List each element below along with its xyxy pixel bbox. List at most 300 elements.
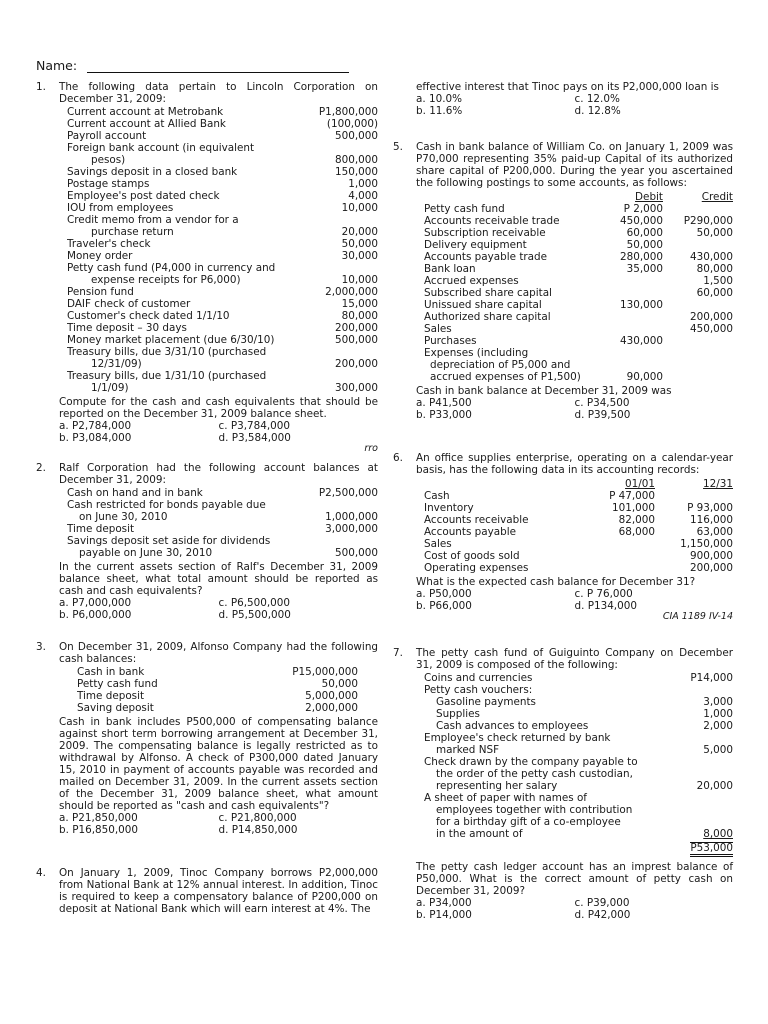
item-amount: 1,000,000 — [325, 511, 378, 523]
item-amount: 20,000 — [341, 226, 378, 238]
total-amount: P53,000 — [690, 842, 733, 857]
answer-choices — [59, 812, 378, 836]
item-amount: 50,000 — [321, 678, 358, 690]
answer-choice[interactable]: b. P14,000 — [416, 909, 472, 921]
answer-choice[interactable]: c. P39,000 — [574, 897, 630, 909]
item-label: pesos) — [91, 154, 126, 166]
item-amount: 80,000 — [341, 310, 378, 322]
item-label: Customer's check dated 1/1/10 — [67, 310, 230, 322]
item-label: Savings deposit in a closed bank — [67, 166, 238, 178]
row-label: accrued expenses of P1,500) — [430, 371, 581, 383]
answer-choice[interactable]: a. P7,000,000 — [59, 597, 132, 609]
item-row — [67, 214, 378, 226]
answer-choices — [59, 597, 378, 621]
item-row — [67, 118, 378, 130]
row-value — [577, 562, 655, 574]
column-header: Debit — [635, 191, 663, 203]
item-row — [67, 250, 378, 262]
item-row — [67, 166, 378, 178]
item-row — [67, 511, 378, 523]
answer-choice[interactable]: d. P3,584,000 — [218, 432, 291, 444]
question-prompt: The petty cash ledger account has an imprest balance of P50,000. What is the correct amount of petty cash on December 31, 2009? — [416, 861, 733, 897]
item-label: Gasoline payments — [436, 696, 536, 708]
item-row — [77, 666, 358, 678]
row-label: Expenses (including — [424, 347, 529, 359]
table-row — [424, 335, 733, 347]
question-number: 7. — [393, 647, 403, 659]
row-value: 50,000 — [626, 239, 663, 251]
column-header: 12/31 — [703, 478, 733, 490]
item-row — [424, 744, 733, 756]
answer-choice[interactable]: d. P5,500,000 — [218, 609, 291, 621]
item-amount: 8,000 — [703, 828, 733, 840]
item-label: on June 30, 2010 — [79, 511, 168, 523]
item-amount: 200,000 — [335, 322, 378, 334]
item-label: Treasury bills, due 1/31/10 (purchased — [67, 370, 267, 382]
item-label: Money order — [67, 250, 133, 262]
row-label: Cost of goods sold — [424, 550, 520, 562]
item-amount: 50,000 — [341, 238, 378, 250]
table-header — [424, 191, 733, 203]
item-amount: 15,000 — [341, 298, 378, 310]
answer-choice[interactable]: d. P134,000 — [574, 600, 637, 612]
item-label: Cash on hand and in bank — [67, 487, 203, 499]
question-text-continued: effective interest that Tinoc pays on its P2,000,000 loan is — [416, 81, 719, 93]
row-value: 63,000 — [696, 526, 733, 538]
question-prompt: Cash in bank balance at December 31, 2009 was — [416, 385, 672, 397]
item-label: the order of the petty cash custodian, — [436, 768, 633, 780]
row-value: 50,000 — [696, 227, 733, 239]
row-label: Cash — [424, 490, 450, 502]
item-row — [67, 310, 378, 322]
row-label: Unissued share capital — [424, 299, 542, 311]
item-label: Money market placement (due 6/30/10) — [67, 334, 275, 346]
item-label: in the amount of — [436, 828, 523, 840]
item-label: Treasury bills, due 3/31/10 (purchased — [67, 346, 267, 358]
answer-choice[interactable]: d. 12.8% — [574, 105, 621, 117]
question-intro: The following data pertain to Lincoln Corporation on December 31, 2009: — [59, 81, 378, 105]
row-label: Accounts payable trade — [424, 251, 548, 263]
item-label: Coins and currencies — [424, 672, 533, 684]
table-row — [424, 215, 733, 227]
table-row — [424, 287, 733, 299]
item-row — [67, 382, 378, 394]
item-amount: P15,000,000 — [292, 666, 358, 678]
item-row — [77, 690, 358, 702]
source-tag: rro — [364, 443, 378, 454]
row-value: 1,500 — [703, 275, 733, 287]
item-label: Time deposit — [67, 523, 135, 535]
answer-choice[interactable]: b. P6,000,000 — [59, 609, 132, 621]
row-value — [587, 275, 663, 287]
answer-choice[interactable]: b. 11.6% — [416, 105, 463, 117]
table-row — [424, 526, 733, 538]
question-prompt: What is the expected cash balance for December 31? — [416, 576, 696, 588]
item-amount: 2,000,000 — [325, 286, 378, 298]
item-row — [67, 322, 378, 334]
answer-choice[interactable]: c. P6,500,000 — [218, 597, 290, 609]
item-amount: P2,500,000 — [318, 487, 378, 499]
item-label: Payroll account — [67, 130, 147, 142]
item-row — [67, 106, 378, 118]
item-row — [67, 226, 378, 238]
row-value: 900,000 — [690, 550, 733, 562]
table-row — [424, 251, 733, 263]
item-label: Cash in bank — [77, 666, 145, 678]
item-label: IOU from employees — [67, 202, 174, 214]
table-row — [424, 371, 733, 383]
name-field[interactable] — [36, 58, 349, 73]
item-row — [67, 298, 378, 310]
item-row — [67, 154, 378, 166]
item-row — [67, 358, 378, 370]
row-value: 101,000 — [612, 502, 655, 514]
question-7 — [393, 647, 733, 921]
row-value: P 47,000 — [609, 490, 655, 502]
answer-choice[interactable]: a. P41,500 — [416, 397, 472, 409]
answer-choice[interactable]: c. 12.0% — [574, 93, 620, 105]
item-amount: 200,000 — [335, 358, 378, 370]
row-label: Subscribed share capital — [424, 287, 552, 299]
row-label: Authorized share capital — [424, 311, 551, 323]
question-intro: Cash in bank balance of William Co. on January 1, 2009 was P70,000 representing 35% paid-up Capital of its authorized share capital of P200,000. During the year you ascertained the following postings to some accounts, as follows: — [416, 141, 733, 189]
item-row — [424, 732, 733, 744]
row-value — [587, 347, 663, 359]
item-label: Cash advances to employees — [436, 720, 589, 732]
row-label: Operating expenses — [424, 562, 529, 574]
answer-choice[interactable]: a. P2,784,000 — [59, 420, 132, 432]
row-value — [663, 371, 733, 383]
item-row — [424, 672, 733, 684]
answer-choice[interactable]: c. P21,800,000 — [218, 812, 297, 824]
row-value — [663, 203, 733, 215]
row-value: 116,000 — [690, 514, 733, 526]
row-value — [587, 323, 663, 335]
question-4 — [36, 867, 378, 915]
table-row — [424, 311, 733, 323]
item-amount: (100,000) — [326, 118, 378, 130]
answer-choices — [59, 420, 378, 444]
item-amount: 5,000 — [703, 744, 733, 756]
item-row — [67, 334, 378, 346]
name-blank[interactable] — [87, 60, 349, 73]
item-amount: 500,000 — [335, 547, 378, 559]
question-text: On January 1, 2009, Tinoc Company borrows P2,000,000 from National Bank at 12% annual interest. In addition, Tinoc is required to keep a compensatory balance of P200,000 on deposit at National Bank which will earn interest at 4%. The — [59, 867, 378, 915]
row-value — [663, 347, 733, 359]
item-label: Saving deposit — [77, 702, 154, 714]
question-number: 2. — [36, 462, 46, 474]
item-row — [424, 804, 733, 816]
item-label: Traveler's check — [67, 238, 151, 250]
item-amount: 500,000 — [335, 334, 378, 346]
item-row — [424, 756, 733, 768]
item-row — [67, 487, 378, 499]
item-row — [77, 702, 358, 714]
item-amount: 800,000 — [335, 154, 378, 166]
row-value: 450,000 — [690, 323, 733, 335]
item-label: for a birthday gift of a co-employee — [436, 816, 621, 828]
item-amount: 1,000 — [348, 178, 378, 190]
question-number: 4. — [36, 867, 46, 879]
question-number: 5. — [393, 141, 403, 153]
item-amount: P14,000 — [690, 672, 733, 684]
item-label: purchase return — [91, 226, 174, 238]
row-label: Sales — [424, 323, 452, 335]
question-intro: Ralf Corporation had the following account balances at December 31, 2009: — [59, 462, 378, 486]
records-table — [424, 478, 733, 574]
item-label: expense receipts for P6,000) — [91, 274, 241, 286]
item-label: Petty cash vouchers: — [424, 684, 533, 696]
answer-choices — [416, 897, 733, 921]
table-row — [424, 299, 733, 311]
item-label: payable on June 30, 2010 — [79, 547, 213, 559]
item-label: Time deposit — [77, 690, 145, 702]
row-value: 1,150,000 — [680, 538, 733, 550]
item-amount: 2,000 — [703, 720, 733, 732]
item-label: Cash restricted for bonds payable due — [67, 499, 266, 511]
question-intro: The petty cash fund of Guiguinto Company on December 31, 2009 is composed of the following: — [416, 647, 733, 671]
item-amount: 150,000 — [335, 166, 378, 178]
item-label: marked NSF — [436, 744, 500, 756]
item-row — [67, 286, 378, 298]
answer-choices — [416, 93, 733, 117]
item-row — [67, 499, 378, 511]
item-label: Petty cash fund — [77, 678, 158, 690]
answer-choice[interactable]: a. P34,000 — [416, 897, 472, 909]
item-row — [67, 547, 378, 559]
row-label: Sales — [424, 538, 452, 550]
row-value: 200,000 — [690, 562, 733, 574]
row-label: Delivery equipment — [424, 239, 527, 251]
answer-choices — [416, 397, 733, 421]
name-label: Name: — [36, 58, 78, 73]
item-label: Employee's check returned by bank — [424, 732, 611, 744]
item-label: Supplies — [436, 708, 480, 720]
row-value: 35,000 — [626, 263, 663, 275]
row-value: P290,000 — [683, 215, 733, 227]
question-5 — [393, 141, 733, 421]
item-label: Foreign bank account (in equivalent — [67, 142, 255, 154]
item-amount: 4,000 — [348, 190, 378, 202]
row-label: Purchases — [424, 335, 477, 347]
row-label: Accounts receivable trade — [424, 215, 560, 227]
item-row — [67, 130, 378, 142]
answer-choice[interactable]: b. P16,850,000 — [59, 824, 138, 836]
item-label: representing her salary — [436, 780, 558, 792]
row-value — [577, 550, 655, 562]
item-row — [77, 678, 358, 690]
row-label: Inventory — [424, 502, 474, 514]
item-label: employees together with contribution — [436, 804, 633, 816]
item-label: Credit memo from a vendor for a — [67, 214, 239, 226]
row-value: 60,000 — [696, 287, 733, 299]
item-amount: 30,000 — [341, 250, 378, 262]
item-row — [67, 190, 378, 202]
table-row — [424, 323, 733, 335]
row-value — [663, 299, 733, 311]
item-row — [67, 274, 378, 286]
item-amount: P1,800,000 — [318, 106, 378, 118]
row-label: Subscription receivable — [424, 227, 546, 239]
row-value — [587, 311, 663, 323]
item-row — [424, 708, 733, 720]
item-row — [424, 684, 733, 696]
item-amount: 3,000,000 — [325, 523, 378, 535]
row-value — [655, 490, 733, 502]
answer-choices — [416, 588, 733, 612]
column-header — [424, 191, 587, 203]
answer-choice[interactable]: a. P21,850,000 — [59, 812, 138, 824]
item-row — [424, 780, 733, 792]
row-value — [587, 287, 663, 299]
item-amount: 300,000 — [335, 382, 378, 394]
question-number: 1. — [36, 81, 46, 93]
table-row — [424, 263, 733, 275]
item-row — [67, 262, 378, 274]
row-value: 90,000 — [626, 371, 663, 383]
item-row — [424, 768, 733, 780]
row-value — [663, 239, 733, 251]
table-row — [424, 490, 733, 502]
item-label: 1/1/09) — [91, 382, 129, 394]
row-value: 430,000 — [620, 335, 663, 347]
row-value — [577, 538, 655, 550]
table-row — [424, 562, 733, 574]
table-row — [424, 514, 733, 526]
answer-choice[interactable]: a. P50,000 — [416, 588, 472, 600]
item-row — [67, 202, 378, 214]
row-label: Petty cash fund — [424, 203, 505, 215]
table-header — [424, 478, 733, 490]
table-row — [424, 550, 733, 562]
row-label: Accounts receivable — [424, 514, 529, 526]
table-row — [424, 538, 733, 550]
question-6 — [393, 452, 733, 622]
item-amount: 1,000 — [703, 708, 733, 720]
question-intro: On December 31, 2009, Alfonso Company had the following cash balances: — [59, 641, 378, 665]
ledger-table — [424, 191, 733, 383]
row-value: 200,000 — [690, 311, 733, 323]
table-row — [424, 359, 733, 371]
item-label: A sheet of paper with names of — [424, 792, 587, 804]
item-row — [424, 828, 733, 840]
question-1 — [36, 81, 378, 454]
row-value: 130,000 — [620, 299, 663, 311]
item-list — [424, 672, 733, 840]
column-header: 01/01 — [625, 478, 655, 490]
answer-choice[interactable]: b. P66,000 — [416, 600, 472, 612]
row-value: 68,000 — [618, 526, 655, 538]
item-row — [67, 535, 378, 547]
row-value: 450,000 — [620, 215, 663, 227]
item-label: Check drawn by the company payable to — [424, 756, 638, 768]
question-prompt: In the current assets section of Ralf's December 31, 2009 balance sheet, what total amount should be reported as cash and cash equivalents? — [59, 561, 378, 597]
item-label: Employee's post dated check — [67, 190, 220, 202]
answer-choice[interactable]: d. P39,500 — [574, 409, 631, 421]
row-value — [587, 359, 663, 371]
item-row — [67, 346, 378, 358]
table-row — [424, 275, 733, 287]
item-row — [424, 816, 733, 828]
column-header — [424, 478, 577, 490]
answer-choice[interactable]: a. 10.0% — [416, 93, 462, 105]
item-amount: 500,000 — [335, 130, 378, 142]
question-number: 6. — [393, 452, 403, 464]
answer-choice[interactable]: c. P34,500 — [574, 397, 630, 409]
row-label: Bank loan — [424, 263, 476, 275]
row-value — [663, 335, 733, 347]
item-list — [67, 106, 378, 394]
table-row — [424, 347, 733, 359]
row-value: 80,000 — [696, 263, 733, 275]
question-intro: An office supplies enterprise, operating on a calendar-year basis, has the following data in its accounting records: — [416, 452, 733, 476]
answer-choice[interactable]: c. P3,784,000 — [218, 420, 290, 432]
source-tag: CIA 1189 IV-14 — [662, 611, 733, 622]
item-label: Postage stamps — [67, 178, 150, 190]
item-label: Current account at Allied Bank — [67, 118, 226, 130]
question-3 — [36, 641, 378, 836]
item-list — [77, 666, 358, 714]
item-amount: 2,000,000 — [305, 702, 358, 714]
item-row — [67, 178, 378, 190]
row-value: P 93,000 — [687, 502, 733, 514]
answer-choice[interactable]: d. P42,000 — [574, 909, 631, 921]
item-row — [67, 370, 378, 382]
item-label: Pension fund — [67, 286, 134, 298]
row-value: 82,000 — [618, 514, 655, 526]
item-label: Savings deposit set aside for dividends — [67, 535, 271, 547]
answer-choice[interactable]: d. P14,850,000 — [218, 824, 298, 836]
item-row — [424, 792, 733, 804]
row-label: Accounts payable — [424, 526, 517, 538]
answer-choice[interactable]: b. P33,000 — [416, 409, 472, 421]
item-label: Current account at Metrobank — [67, 106, 224, 118]
column-header: Credit — [701, 191, 733, 203]
item-amount: 20,000 — [696, 780, 733, 792]
row-value: P 2,000 — [623, 203, 663, 215]
answer-choice[interactable]: b. P3,084,000 — [59, 432, 132, 444]
row-label: Accrued expenses — [424, 275, 519, 287]
item-row — [67, 142, 378, 154]
item-row — [424, 696, 733, 708]
question-2 — [36, 462, 378, 621]
item-label: Time deposit – 30 days — [67, 322, 187, 334]
item-amount: 10,000 — [341, 202, 378, 214]
question-number: 3. — [36, 641, 46, 653]
item-amount: 3,000 — [703, 696, 733, 708]
table-row — [424, 203, 733, 215]
item-amount: 10,000 — [341, 274, 378, 286]
item-label: Petty cash fund (P4,000 in currency and — [67, 262, 276, 274]
total-row — [424, 842, 733, 857]
table-row — [424, 227, 733, 239]
answer-choice[interactable]: c. P 76,000 — [574, 588, 633, 600]
item-row — [67, 238, 378, 250]
item-row — [67, 523, 378, 535]
item-label: 12/31/09) — [91, 358, 142, 370]
item-row — [424, 720, 733, 732]
table-row — [424, 239, 733, 251]
question-prompt: Compute for the cash and cash equivalents that should be reported on the December 31, 2009 balance sheet. — [59, 396, 378, 420]
row-value — [663, 359, 733, 371]
table-row — [424, 502, 733, 514]
row-label: depreciation of P5,000 and — [430, 359, 571, 371]
row-value: 280,000 — [620, 251, 663, 263]
item-list — [67, 487, 378, 559]
row-value: 430,000 — [690, 251, 733, 263]
question-4-continued — [393, 81, 733, 117]
question-prompt: Cash in bank includes P500,000 of compensating balance against short term borrowing arrangement at December 31, 2009. The compensating balance is legally restricted as to withdrawal by Alfonso. A check of P300,000 dated January 15, 2010 in payment of accounts payable was recorded and mailed on December 31, 2009. In the current assets section of the December 31, 2009 balance sheet, what amount should be reported as "cash and cash equivalents"? — [59, 716, 378, 812]
